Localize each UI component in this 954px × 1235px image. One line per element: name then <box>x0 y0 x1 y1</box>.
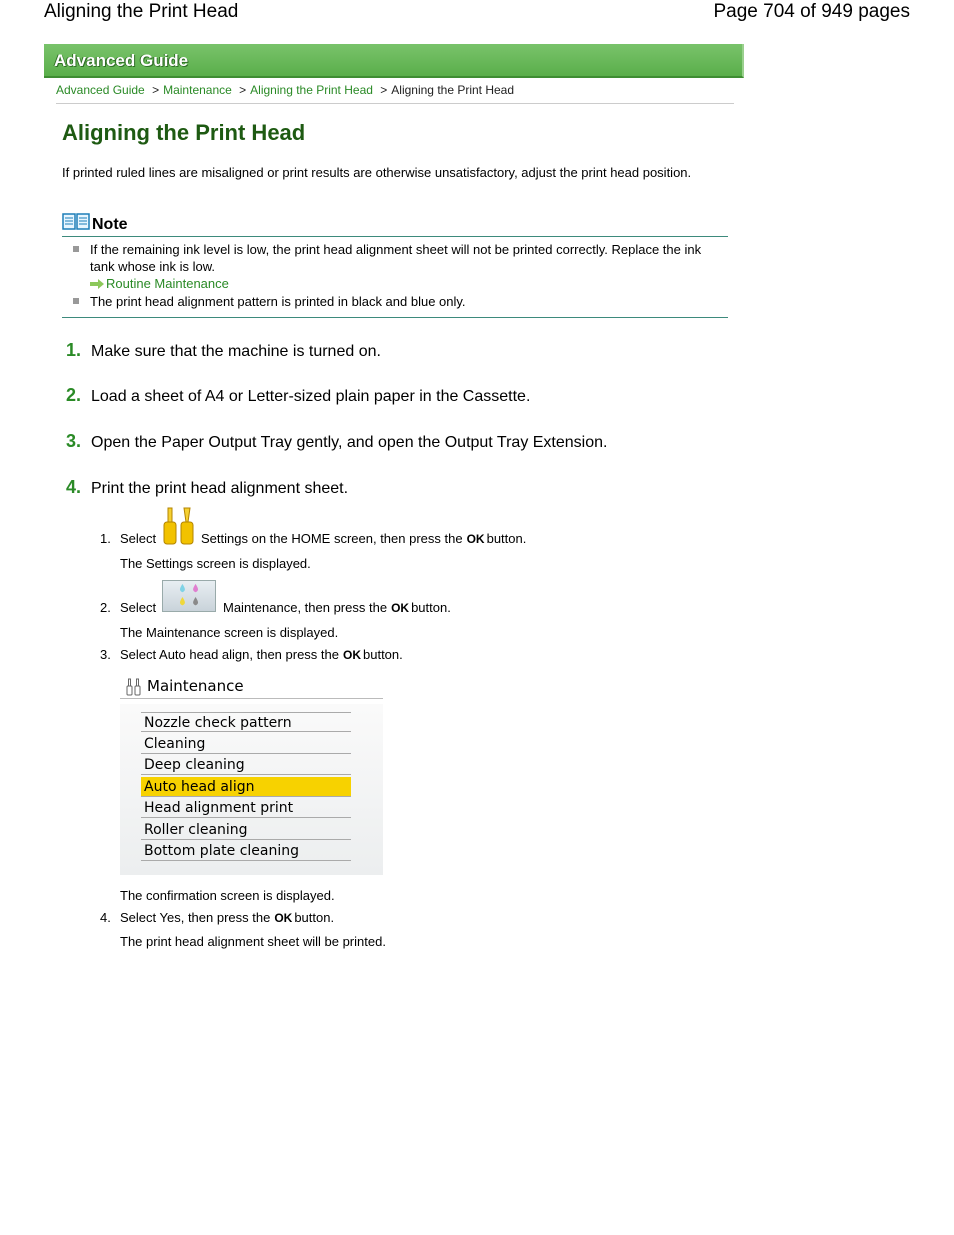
lcd-title: Maintenance <box>147 677 244 695</box>
substep-number: 3. <box>100 647 111 662</box>
substep-4 <box>100 910 334 925</box>
breadcrumb-separator: > <box>380 83 388 97</box>
step-number: 4. <box>66 477 82 497</box>
lcd-menu-item-selected[interactable]: Auto head align <box>141 777 351 797</box>
substep-2 <box>100 600 156 615</box>
step-text: Open the Paper Output Tray gently, and open the Output Tray Extension. <box>91 434 608 451</box>
breadcrumb-separator: > <box>152 83 160 97</box>
ok-button-label: OK <box>274 911 293 925</box>
arrow-right-icon <box>90 279 104 289</box>
lcd-menu-item[interactable]: Nozzle check pattern <box>141 712 351 732</box>
banner-label: Advanced Guide <box>54 51 189 70</box>
maintenance-lcd-screen <box>120 674 383 875</box>
breadcrumb-current: Aligning the Print Head <box>391 83 515 97</box>
substep-3 <box>100 647 403 662</box>
lcd-menu-item[interactable]: Bottom plate cleaning <box>141 841 351 861</box>
substep-text-pre: Select <box>120 531 157 546</box>
note-box <box>62 210 728 318</box>
substep-number: 4. <box>100 910 111 925</box>
note-item <box>62 241 728 292</box>
substep-text-pre: Select Yes, then press the <box>120 910 271 925</box>
note-item-text: If the remaining ink level is low, the print head alignment sheet will not be printed correctly. Replace the ink tank whose ink is low. <box>90 242 702 274</box>
substep-text-tail: button. <box>294 910 335 925</box>
note-label: Note <box>92 216 128 233</box>
substep-text-tail: button. <box>486 531 527 546</box>
substep-number: 2. <box>100 600 111 615</box>
substep-2-rest <box>223 600 451 615</box>
ok-button-label: OK <box>391 601 410 615</box>
square-bullet-icon <box>73 298 79 304</box>
routine-maintenance-link-label: Routine Maintenance <box>106 276 229 291</box>
substep-text-post: Maintenance, then press the <box>223 600 388 615</box>
note-item-text: The print head alignment pattern is printed in black and blue only. <box>90 294 466 309</box>
note-list <box>62 237 728 318</box>
routine-maintenance-link[interactable] <box>90 275 728 292</box>
lcd-menu-item[interactable]: Roller cleaning <box>141 820 351 840</box>
breadcrumb-advanced-guide[interactable]: Advanced Guide <box>56 83 145 97</box>
page-counter: Page 704 of 949 pages <box>713 1 910 22</box>
lcd-menu-item[interactable]: Head alignment print <box>141 798 351 818</box>
settings-tools-icon <box>162 506 196 546</box>
step-number: 3. <box>66 431 82 451</box>
substep-number: 1. <box>100 531 111 546</box>
breadcrumb-maintenance[interactable]: Maintenance <box>163 83 232 97</box>
step-number: 1. <box>66 340 82 360</box>
maintenance-ink-icon <box>162 580 216 612</box>
maintenance-tools-icon <box>125 678 143 696</box>
page-header <box>0 0 954 30</box>
book-icon <box>62 212 90 232</box>
step-1 <box>66 340 381 361</box>
step-text: Load a sheet of A4 or Letter-sized plain paper in the Cassette. <box>91 388 531 405</box>
square-bullet-icon <box>73 246 79 252</box>
substep-4-result: The print head alignment sheet will be printed. <box>120 934 386 949</box>
step-2 <box>66 385 530 406</box>
document-title: Aligning the Print Head <box>44 1 239 22</box>
substep-text-post: Settings on the HOME screen, then press the <box>201 531 463 546</box>
lcd-menu <box>120 704 383 875</box>
breadcrumb <box>56 83 734 104</box>
step-4 <box>66 477 348 498</box>
substep-3-result: The confirmation screen is displayed. <box>120 888 335 903</box>
step-3 <box>66 431 607 452</box>
lcd-header <box>120 674 383 699</box>
substep-text-pre: Select Auto head align, then press the <box>120 647 339 662</box>
breadcrumb-separator: > <box>239 83 247 97</box>
step-text: Make sure that the machine is turned on. <box>91 343 381 360</box>
step-text: Print the print head alignment sheet. <box>91 480 349 497</box>
substep-text-tail: button. <box>411 600 451 615</box>
substep-text-pre: Select <box>120 600 157 615</box>
ok-button-label: OK <box>466 532 485 546</box>
substep-1-result: The Settings screen is displayed. <box>120 556 311 571</box>
page-title: Aligning the Print Head <box>62 120 306 145</box>
substep-text-tail: button. <box>363 647 403 662</box>
breadcrumb-aligning[interactable]: Aligning the Print Head <box>250 83 373 97</box>
advanced-guide-banner <box>44 44 744 78</box>
note-header <box>62 210 728 237</box>
note-item <box>62 293 728 310</box>
substep-1 <box>100 531 156 546</box>
ink-drops-icon <box>163 581 215 611</box>
intro-paragraph: If printed ruled lines are misaligned or print results are otherwise unsatisfactory, adjust the print head position. <box>62 165 692 180</box>
step-number: 2. <box>66 385 82 405</box>
substep-2-result: The Maintenance screen is displayed. <box>120 625 339 640</box>
substep-1-rest <box>201 531 526 546</box>
ok-button-label: OK <box>343 648 361 662</box>
lcd-menu-item[interactable]: Deep cleaning <box>141 755 351 775</box>
lcd-menu-item[interactable]: Cleaning <box>141 734 351 754</box>
